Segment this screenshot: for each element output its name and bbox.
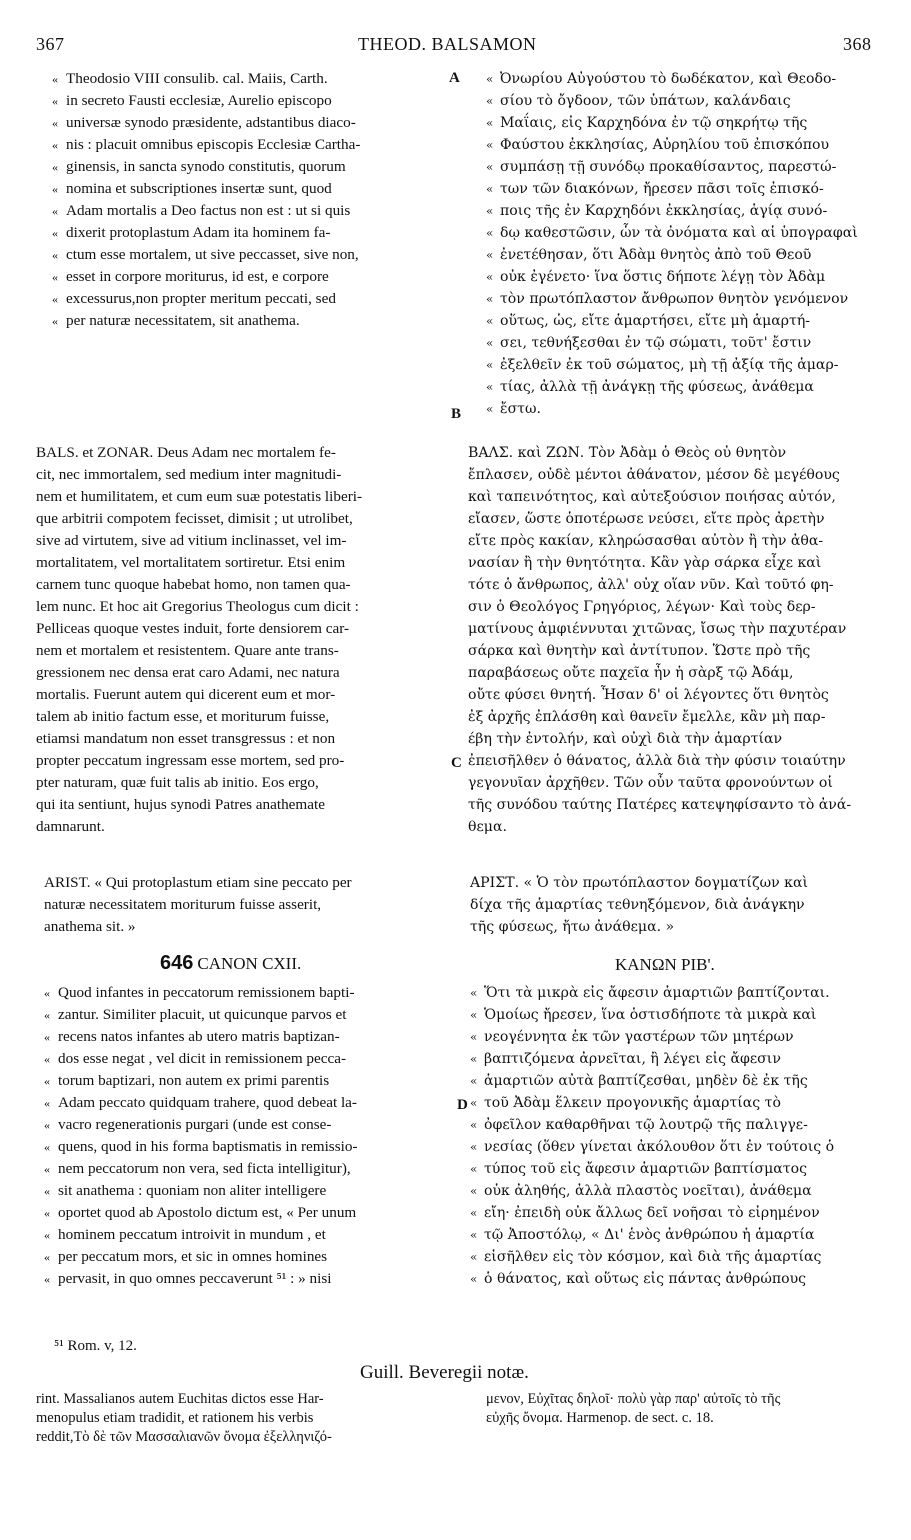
quote-mark: « xyxy=(486,94,494,108)
line-text: ctum esse mortalem, ut sive peccasset, sive non, xyxy=(66,246,359,263)
line-text: oportet quod ab Apostolo dictum est, « Per unum xyxy=(58,1204,357,1221)
line-text: σίου τὸ ὄγδοον, τῶν ὑπάτων, καλάνδαις xyxy=(500,93,791,109)
quote-mark: « xyxy=(486,402,494,416)
text-line xyxy=(470,1026,890,1048)
text-line xyxy=(486,68,886,90)
quote-mark: « xyxy=(44,1096,50,1110)
line-text: εἰσῆλθεν εἰς τὸν κόσμον, καὶ διὰ τῆς ἁμαρτίας xyxy=(484,1249,822,1265)
text-line xyxy=(486,134,886,156)
quote-mark: « xyxy=(44,1140,50,1154)
text-line xyxy=(36,1390,456,1409)
line-text: τοῦ Ἀδὰμ ἕλκειν προγονικῆς ἁμαρτίας τὸ xyxy=(484,1095,781,1111)
quote-mark: « xyxy=(52,116,58,130)
quote-mark: « xyxy=(44,1074,50,1088)
text-line xyxy=(470,1092,890,1114)
text-line xyxy=(468,486,888,508)
quote-mark: « xyxy=(44,1008,50,1022)
line-text: ἔπλασεν, οὐδὲ μέντοι ἀθάνατον, μέσον δὲ μεγέθους xyxy=(468,467,840,483)
text-line xyxy=(486,244,886,266)
quote-mark: « xyxy=(470,1118,478,1132)
line-text: νεσίας (ὅθεν γίνεται ἀκόλουθον ὅτι ἐν τούτοις ὁ xyxy=(484,1139,835,1155)
line-text: per naturæ necessitatem, sit anathema. xyxy=(66,312,300,329)
line-text: per peccatum mors, et sic in omnes homines xyxy=(58,1248,328,1265)
quote-mark: « xyxy=(470,1008,478,1022)
line-text: θεμα. xyxy=(468,819,507,835)
text-line xyxy=(36,618,446,640)
line-text: esset in corpore moriturus, id est, e corpore xyxy=(66,268,329,285)
line-text: excessurus,non propter meritum peccati, sed xyxy=(66,290,336,307)
quote-mark: « xyxy=(44,1272,50,1286)
page-number-right: 368 xyxy=(843,34,872,54)
text-line xyxy=(44,1180,454,1202)
quote-mark: « xyxy=(486,336,494,350)
line-text: gressionem nec densa erat caro Adami, nec natura xyxy=(36,664,340,681)
line-text: Φαύστου ἐκκλησίας, Αὐρηλίου τοῦ ἐπισκόπου xyxy=(500,137,830,153)
text-line xyxy=(44,1004,454,1026)
text-line xyxy=(468,750,888,772)
line-text: τῷ Ἀποστόλῳ, « Δι' ἑνὸς ἀνθρώπου ἡ ἁμαρτία xyxy=(484,1227,815,1243)
text-line xyxy=(36,728,446,750)
line-text: ARIST. « Qui protoplastum etiam sine peccato per xyxy=(44,874,352,891)
line-text: οὐκ ἀληθής, ἀλλὰ πλαστὸς νοεῖται), ἀνάθεμα xyxy=(484,1183,812,1199)
line-text: cit, nec immortalem, sed medium inter magnitudi- xyxy=(36,466,342,483)
line-text: σάρκα καὶ θνητὴν καὶ ἀντίτυπον. Ὥστε πρὸ τῆς xyxy=(468,643,811,659)
quote-mark: « xyxy=(470,1250,478,1264)
line-text: σιν ὁ Θεολόγος Γρηγόριος, λέγων· Καὶ τοὺς δερ- xyxy=(468,599,816,615)
line-text: pter naturam, quæ fuit talis ab initio. Eos ergo, xyxy=(36,774,319,791)
text-line xyxy=(468,662,888,684)
line-text: mortalitatem, vel mortalitatem sortiretur. Etsi enim xyxy=(36,554,346,571)
text-line xyxy=(36,640,446,662)
quote-mark: « xyxy=(52,270,58,284)
page-number-left: 367 xyxy=(36,34,65,54)
quote-mark: « xyxy=(486,358,494,372)
line-text: σει, τεθνήξεσθαι ἐν τῷ σώματι, τοῦτ' ἔστιν xyxy=(500,335,812,351)
text-line xyxy=(468,728,888,750)
text-line xyxy=(468,640,888,662)
line-text: εἴη· ἐπειδὴ οὐκ ἄλλως δεῖ νοῆσαι τὸ εἰρημένον xyxy=(484,1205,820,1221)
line-text: BALS. et ZONAR. Deus Adam nec mortalem fe- xyxy=(36,444,336,461)
quote-mark: « xyxy=(52,226,58,240)
text-line xyxy=(44,1114,454,1136)
quote-mark: « xyxy=(44,1162,50,1176)
text-line xyxy=(486,112,886,134)
text-line xyxy=(36,530,446,552)
line-text: nem et mortalem et resistentem. Quare ante trans- xyxy=(36,642,339,659)
quote-mark: « xyxy=(486,248,494,262)
quote-mark: « xyxy=(44,1184,50,1198)
text-line xyxy=(44,894,454,916)
greek-commentary-block xyxy=(468,442,888,838)
latin-canon-block xyxy=(52,68,442,332)
text-line xyxy=(52,178,442,200)
line-text: carnem tunc quoque habebat homo, non tamen qua- xyxy=(36,576,351,593)
line-text: των τῶν διακόνων, ἤρεσεν πᾶσι τοῖς ἐπισκό- xyxy=(500,181,824,197)
line-text: damnarunt. xyxy=(36,818,105,835)
text-line xyxy=(36,596,446,618)
line-text: nomina et subscriptiones insertæ sunt, quod xyxy=(66,180,332,197)
text-line xyxy=(36,684,446,706)
quote-mark: « xyxy=(486,380,494,394)
text-line xyxy=(470,1114,890,1136)
text-line xyxy=(470,872,890,894)
line-text: nem peccatorum non vera, sed ficta intelligitur), xyxy=(58,1160,351,1177)
text-line xyxy=(470,982,890,1004)
line-text: ἐπεισῆλθεν ὁ θάνατος, ἀλλὰ διὰ τὴν φύσιν τοιαύτην xyxy=(468,753,846,769)
line-text: τὸν πρωτόπλαστον ἄνθρωπον θνητὸν γενόμενον xyxy=(500,291,849,307)
quote-mark: « xyxy=(470,1052,478,1066)
text-line xyxy=(52,200,442,222)
text-line xyxy=(36,442,446,464)
line-text: recens natos infantes ab utero matris baptizan- xyxy=(58,1028,340,1045)
line-text: ἐνετέθησαν, ὅτι Ἀδὰμ θνητὸς ἀπὸ τοῦ Θεοῦ xyxy=(500,247,812,263)
text-line xyxy=(44,1202,454,1224)
line-text: dos esse negat , vel dicit in remissionem pecca- xyxy=(58,1050,347,1067)
text-line xyxy=(52,90,442,112)
line-text: Pelliceas quoque vestes induit, forte densiorem car- xyxy=(36,620,350,637)
quote-mark: « xyxy=(44,1052,50,1066)
text-line xyxy=(470,1180,890,1202)
line-text: εὐχῆς ὄνομα. Harmenop. de sect. c. 18. xyxy=(486,1410,714,1426)
line-text: ματίνους ἀμφιέννυται χιτῶνας, ἴσως τὴν παχυτέραν xyxy=(468,621,847,637)
line-text: έβη τὴν ἐντολήν, καὶ οὐχὶ διὰ τὴν ἁμαρτίαν xyxy=(468,731,783,747)
line-text: καὶ ταπεινότητος, καὶ αὐτεξούσιον ποιήσας αὐτόν, xyxy=(468,489,836,505)
line-text: quens, quod in his forma baptismatis in remissio- xyxy=(58,1138,358,1155)
latin-arist-block xyxy=(44,872,454,938)
line-text: τῆς φύσεως, ἤτω ἀνάθεμα. » xyxy=(470,919,675,935)
text-line xyxy=(468,574,888,596)
text-line xyxy=(44,1224,454,1246)
canon-heading-left xyxy=(160,952,301,975)
text-line xyxy=(44,1048,454,1070)
text-line xyxy=(470,894,890,916)
text-line xyxy=(468,442,888,464)
text-line xyxy=(470,1202,890,1224)
text-line xyxy=(486,398,886,420)
line-text: pervasit, in quo omnes peccaverunt ⁵¹ : » nisi xyxy=(58,1270,332,1287)
line-text: ἐξελθεῖν ἐκ τοῦ σώματος, μὴ τῇ ἀξίᾳ τῆς ἁμαρ- xyxy=(500,357,839,373)
text-line xyxy=(36,706,446,728)
quote-mark: « xyxy=(44,1250,50,1264)
line-text: ginensis, in sancta synodo constitutis, quorum xyxy=(66,158,346,175)
line-text: παραβάσεως οὔτε παχεῖα ἦν ἡ σὰρξ τῷ Ἀδάμ, xyxy=(468,665,794,681)
line-text: sive ad virtutem, sive ad vitium inclinasset, vel im- xyxy=(36,532,347,549)
quote-mark: « xyxy=(52,160,58,174)
text-line xyxy=(36,464,446,486)
line-text: zantur. Similiter placuit, ut quicunque parvos et xyxy=(58,1006,347,1023)
quote-mark: « xyxy=(470,1206,478,1220)
text-line xyxy=(486,354,886,376)
text-line xyxy=(44,1136,454,1158)
line-text: etiamsi mandatum non esset transgressus : et non xyxy=(36,730,336,747)
quote-mark: « xyxy=(486,292,494,306)
quote-mark: « xyxy=(470,1228,478,1242)
line-text: εἴτε πρὸς κακίαν, κληρώσασθαι αὐτὸν ἢ τὴν ἀθα- xyxy=(468,533,824,549)
line-text: dixerit protoplastum Adam ita hominem fa- xyxy=(66,224,331,241)
line-text: Theodosio VIII consulib. cal. Maiis, Carth. xyxy=(66,70,328,87)
line-text: γεγονυῖαν ἀρχῆθεν. Τῶν οὖν ταῦτα φρονούντων οἱ xyxy=(468,775,833,791)
text-line xyxy=(468,596,888,618)
line-text: Ὀνωρίου Αὐγούστου τὸ δωδέκατον, καὶ Θεοδο- xyxy=(500,71,837,87)
quote-mark: « xyxy=(52,72,58,86)
line-text: οὕτως, ὡς, εἴτε ἁμαρτήσει, εἴτε μὴ ἁμαρτή- xyxy=(500,313,811,329)
quote-mark: « xyxy=(52,138,58,152)
notes-title: Guill. Beveregii notæ. xyxy=(360,1362,529,1383)
quote-mark: « xyxy=(52,182,58,196)
greek-canon-block xyxy=(486,68,886,420)
quote-mark: « xyxy=(44,1118,50,1132)
quote-mark: « xyxy=(486,204,494,218)
line-text: hominem peccatum introivit in mundum , et xyxy=(58,1226,326,1243)
text-line xyxy=(470,916,890,938)
text-line xyxy=(44,1246,454,1268)
line-text: talem ab initio factum esse, et moriturum fuisse, xyxy=(36,708,330,725)
text-line xyxy=(468,508,888,530)
text-line xyxy=(486,156,886,178)
running-title: THEOD. BALSAMON xyxy=(358,34,537,54)
text-line xyxy=(44,1092,454,1114)
text-line xyxy=(52,310,442,332)
line-text: τίας, ἀλλὰ τῇ ἀνάγκῃ τῆς φύσεως, ἀνάθεμα xyxy=(500,379,814,395)
text-line xyxy=(468,772,888,794)
line-text: sit anathema : quoniam non aliter intelligere xyxy=(58,1182,327,1199)
quote-mark: « xyxy=(470,1162,478,1176)
line-text: mortalis. Fuerunt autem qui dicerent eum et mor- xyxy=(36,686,336,703)
greek-canon112-block xyxy=(470,982,890,1290)
text-line xyxy=(52,112,442,134)
line-text: menopulus etiam tradidit, et rationem his verbis xyxy=(36,1410,314,1426)
line-text: qui ita sentiunt, hujus synodi Patres anathemate xyxy=(36,796,325,813)
text-line xyxy=(486,222,886,244)
text-line xyxy=(44,982,454,1004)
text-line xyxy=(486,310,886,332)
quote-mark: « xyxy=(52,248,58,262)
line-text: ὁ θάνατος, καὶ οὕτως εἰς πάντας ἀνθρώπους xyxy=(484,1271,807,1287)
text-line xyxy=(486,266,886,288)
line-text: ποις τῆς ἐν Καρχηδόνι ἐκκλησίας, ἁγίᾳ συνό- xyxy=(500,203,828,219)
text-line xyxy=(486,332,886,354)
line-text: universæ synodo præsidente, adstantibus diaco- xyxy=(66,114,356,131)
text-line xyxy=(36,1409,456,1428)
text-line xyxy=(36,750,446,772)
margin-letter-b: B xyxy=(451,406,462,422)
quote-mark: « xyxy=(52,94,58,108)
line-text: δῳ καθεστῶσιν, ὧν τὰ ὀνόματα καὶ αἱ ὑπογραφαὶ xyxy=(500,225,858,241)
line-text: τῆς συνόδου ταύτης Πατέρες κατεψηφίσαντο τὸ ἀνά- xyxy=(468,797,852,813)
text-line xyxy=(468,684,888,706)
latin-canon112-block xyxy=(44,982,454,1290)
line-text: ἁμαρτιῶν αὐτὰ βαπτίζεσθαι, μηδὲν δὲ ἐκ τῆς xyxy=(484,1073,808,1089)
text-line xyxy=(36,816,446,838)
text-line xyxy=(36,662,446,684)
text-line xyxy=(470,1224,890,1246)
line-text: ὀφεῖλον καθαρθῆναι τῷ λουτρῷ τῆς παλιγγε- xyxy=(484,1117,808,1133)
text-line xyxy=(486,376,886,398)
text-line xyxy=(470,1268,890,1290)
text-line xyxy=(52,68,442,90)
line-text: que arbitrii compotem fecisset, dimisit ; ut utrolibet, xyxy=(36,510,353,527)
notes-left-block xyxy=(36,1390,456,1447)
text-line xyxy=(486,178,886,200)
text-line xyxy=(468,552,888,574)
quote-mark: « xyxy=(486,270,494,284)
text-line xyxy=(52,244,442,266)
text-line xyxy=(44,1268,454,1290)
line-text: anathema sit. » xyxy=(44,918,136,935)
line-text: ἔστω. xyxy=(500,401,541,417)
margin-letter-c: C xyxy=(451,755,462,771)
text-line xyxy=(468,530,888,552)
text-line xyxy=(468,706,888,728)
text-line xyxy=(44,1070,454,1092)
quote-mark: « xyxy=(470,1140,478,1154)
text-line xyxy=(470,1136,890,1158)
line-text: Quod infantes in peccatorum remissionem bapti- xyxy=(58,984,355,1001)
margin-letter-a: A xyxy=(449,70,460,86)
line-text: οὐκ ἐγένετο· ἵνα ὅστις δήποτε λέγῃ τὸν Ἀδὰμ xyxy=(500,269,826,285)
line-text: Adam mortalis a Deo factus non est : ut si quis xyxy=(66,202,351,219)
text-line xyxy=(470,1070,890,1092)
quote-mark: « xyxy=(486,182,494,196)
quote-mark: « xyxy=(470,1074,478,1088)
line-text: βαπτιζόμενα ἀρνεῖται, ἢ λέγει εἰς ἄφεσιν xyxy=(484,1051,781,1067)
text-line xyxy=(486,90,886,112)
line-text: rint. Massalianos autem Euchitas dictos esse Har- xyxy=(36,1391,324,1407)
text-line xyxy=(36,508,446,530)
line-text: νεογέννητα ἐκ τῶν γαστέρων τῶν μητέρων xyxy=(484,1029,794,1045)
line-text: τότε ὁ ἄνθρωπος, ἀλλ' οὐχ οἵαν νῦν. Καὶ τοῦτό φη- xyxy=(468,577,834,593)
text-line xyxy=(52,156,442,178)
text-line xyxy=(52,222,442,244)
footnote: ⁵¹ Rom. v, 12. xyxy=(54,1338,137,1354)
line-text: torum baptizari, non autem ex primi parentis xyxy=(58,1072,330,1089)
text-line xyxy=(44,1026,454,1048)
text-line xyxy=(468,816,888,838)
text-line xyxy=(36,772,446,794)
text-line xyxy=(486,200,886,222)
quote-mark: « xyxy=(52,314,58,328)
line-text: Ὁμοίως ἤρεσεν, ἵνα ὁστισδήποτε τὰ μικρὰ καὶ xyxy=(484,1007,817,1023)
quote-mark: « xyxy=(486,160,494,174)
quote-mark: « xyxy=(52,204,58,218)
text-line xyxy=(52,288,442,310)
line-text: μενον, Εὐχῖτας δηλοῖ· πολὺ γὰρ παρ' αὐτοῖς τὸ τῆς xyxy=(486,1391,781,1407)
notes-right-block xyxy=(486,1390,886,1428)
quote-mark: « xyxy=(486,314,494,328)
text-line xyxy=(44,916,454,938)
line-text: τύπος τοῦ εἰς ἄφεσιν ἁμαρτιῶν βαπτίσματος xyxy=(484,1161,807,1177)
quote-mark: « xyxy=(470,1184,478,1198)
line-text: lem nunc. Et hoc ait Gregorius Theologus cum dicit : xyxy=(36,598,359,615)
line-text: ΑΡΙΣΤ. « Ὁ τὸν πρωτόπλαστον δογματίζων καὶ xyxy=(470,875,808,891)
text-line xyxy=(468,618,888,640)
quote-mark: « xyxy=(486,116,494,130)
line-text: εἴασεν, ὥστε ὁποτέρωσε νεύσει, εἴτε πρὸς ἀρετὴν xyxy=(468,511,825,527)
margin-letter-d: D xyxy=(457,1097,468,1113)
canon-title-greek: ΚΑΝΩΝ ΡΙΒ'. xyxy=(615,955,715,974)
text-line xyxy=(36,486,446,508)
line-text: ἐξ ἀρχῆς ἐπλάσθη καὶ θανεῖν ἔμελλε, κἂν μὴ παρ- xyxy=(468,709,826,725)
text-line xyxy=(52,134,442,156)
line-text: νασίαν ἢ τὴν θνητότητα. Κἂν γὰρ σάρκα εἶχε καὶ xyxy=(468,555,822,571)
quote-mark: « xyxy=(470,1096,478,1110)
quote-mark: « xyxy=(44,1206,50,1220)
text-line xyxy=(468,794,888,816)
text-line xyxy=(470,1004,890,1026)
text-line xyxy=(44,872,454,894)
text-line xyxy=(486,288,886,310)
text-line xyxy=(470,1158,890,1180)
text-line xyxy=(468,464,888,486)
line-text: propter peccatum ingressam esse mortem, sed pro- xyxy=(36,752,345,769)
line-text: reddit,Τὸ δὲ τῶν Μασσαλιανῶν ὄνομα ἐξελληνιζό- xyxy=(36,1429,332,1445)
line-text: nem et humilitatem, et cum eum suæ potestatis liberi- xyxy=(36,488,363,505)
canon-title-latin: CANON CXII. xyxy=(197,954,302,973)
line-text: naturæ necessitatem moriturum fuisse asserit, xyxy=(44,896,322,913)
quote-mark: « xyxy=(52,292,58,306)
text-line xyxy=(470,1246,890,1268)
quote-mark: « xyxy=(486,226,494,240)
text-line xyxy=(36,1428,456,1447)
line-text: Ὅτι τὰ μικρὰ εἰς ἄφεσιν ἁμαρτιῶν βαπτίζονται. xyxy=(484,985,830,1001)
text-line xyxy=(486,1409,886,1428)
line-text: Μαΐαις, εἰς Καρχηδόνα ἐν τῷ σηκρήτῳ τῆς xyxy=(500,115,808,131)
text-line xyxy=(486,1390,886,1409)
line-text: ΒΑΛΣ. καὶ ΖΩΝ. Τὸν Ἀδὰμ ὁ Θεὸς οὐ θνητὸν xyxy=(468,445,787,461)
quote-mark: « xyxy=(470,1030,478,1044)
line-text: in secreto Fausti ecclesiæ, Aurelio episcopo xyxy=(66,92,332,109)
line-text: συμπάσῃ τῇ συνόδῳ προκαθίσαντος, παρεστώ- xyxy=(500,159,837,175)
latin-commentary-block xyxy=(36,442,446,838)
quote-mark: « xyxy=(470,986,478,1000)
quote-mark: « xyxy=(44,1030,50,1044)
text-line xyxy=(470,1048,890,1070)
quote-mark: « xyxy=(486,72,494,86)
quote-mark: « xyxy=(44,1228,50,1242)
line-text: vacro regenerationis purgari (unde est conse- xyxy=(58,1116,332,1133)
greek-arist-block xyxy=(470,872,890,938)
column-number: 646 xyxy=(160,952,194,974)
line-text: οὔτε φύσει θνητή. Ἦσαν δ' οἱ λέγοντες ὅτι θνητὸς xyxy=(468,687,829,703)
quote-mark: « xyxy=(470,1272,478,1286)
quote-mark: « xyxy=(486,138,494,152)
text-line xyxy=(44,1158,454,1180)
text-line xyxy=(36,794,446,816)
quote-mark: « xyxy=(44,986,50,1000)
text-line xyxy=(36,574,446,596)
text-line xyxy=(52,266,442,288)
text-line xyxy=(36,552,446,574)
line-text: nis : placuit omnibus episcopis Ecclesiæ Cartha- xyxy=(66,136,361,153)
line-text: δίχα τῆς ἁμαρτίας τεθνηξόμενον, διὰ ἀνάγκην xyxy=(470,897,805,913)
line-text: Adam peccato quidquam trahere, quod debeat la- xyxy=(58,1094,357,1111)
